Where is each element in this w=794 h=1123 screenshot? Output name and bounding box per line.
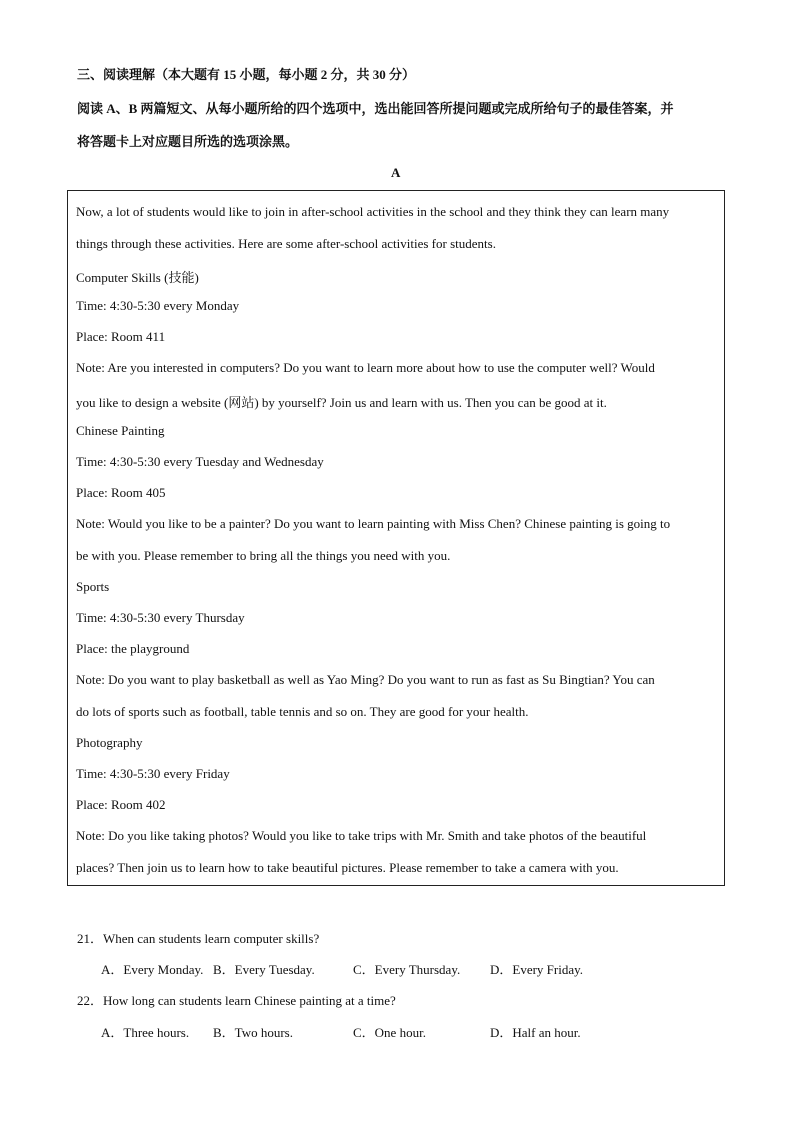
option-a[interactable]: A．Three hours. bbox=[101, 1025, 190, 1040]
passage-line: Place: Room 405 bbox=[76, 485, 166, 500]
option-d[interactable]: D．Half an hour. bbox=[490, 1025, 581, 1040]
question-stem: 21．When can students learn computer skills? bbox=[77, 931, 320, 946]
instruction-line-2: 将答题卡上对应题目所选的选项涂黑。 bbox=[77, 134, 299, 149]
passage-line: be with you. Please remember to bring all the things you need with you. bbox=[76, 548, 451, 563]
passage-line: Time: 4:30-5:30 every Monday bbox=[76, 298, 240, 313]
passage-line: Time: 4:30-5:30 every Tuesday and Wednesday bbox=[76, 454, 324, 469]
passage-line: places? Then join us to learn how to take beautiful pictures. Please remember to take a camera with you. bbox=[76, 860, 619, 875]
option-b[interactable]: B．Every Tuesday. bbox=[213, 962, 315, 977]
passage-line: Note: Do you like taking photos? Would you like to take trips with Mr. Smith and take photos of the beautiful bbox=[76, 828, 647, 843]
passage-line: things through these activities. Here are some after-school activities for students. bbox=[76, 236, 496, 251]
option-c[interactable]: C．Every Thursday. bbox=[353, 962, 461, 977]
passage-line: Note: Are you interested in computers? Do you want to learn more about how to use the computer well? Would bbox=[76, 360, 655, 375]
passage-line: Place: Room 411 bbox=[76, 329, 166, 344]
passage-line: Time: 4:30-5:30 every Thursday bbox=[76, 610, 245, 625]
passage-line: Now, a lot of students would like to join in after-school activities in the school and they think they can learn many bbox=[76, 204, 670, 219]
instruction-line-1: 阅读 A、B 两篇短文、从每小题所给的四个选项中，选出能回答所提问题或完成所给句子的最佳答案，并 bbox=[77, 101, 674, 116]
passage-line: Note: Would you like to be a painter? Do you want to learn painting with Miss Chen? Chinese painting is going to bbox=[76, 516, 671, 531]
option-d[interactable]: D．Every Friday. bbox=[490, 962, 584, 977]
passage-line: Place: the playground bbox=[76, 641, 190, 656]
passage-box bbox=[67, 190, 725, 886]
passage-line: you like to design a website (网站) by yourself? Join us and learn with us. Then you can be good at it. bbox=[76, 395, 607, 410]
activity-title-computer: Computer Skills (技能) bbox=[76, 270, 199, 285]
passage-line: Time: 4:30-5:30 every Friday bbox=[76, 766, 230, 781]
activity-title-photography: Photography bbox=[76, 735, 143, 750]
activity-title-sports: Sports bbox=[76, 579, 110, 594]
option-a[interactable]: A．Every Monday. bbox=[101, 962, 204, 977]
passage-line: do lots of sports such as football, table tennis and so on. They are good for your health. bbox=[76, 704, 529, 719]
passage-line: Place: Room 402 bbox=[76, 797, 166, 812]
question-stem: 22．How long can students learn Chinese painting at a time? bbox=[77, 993, 396, 1008]
section-heading: 三、阅读理解（本大题有 15 小题，每小题 2 分，共 30 分） bbox=[77, 67, 416, 82]
passage-label: A bbox=[391, 165, 401, 180]
option-c[interactable]: C．One hour. bbox=[353, 1025, 426, 1040]
passage-line: Note: Do you want to play basketball as well as Yao Ming? Do you want to run as fast as Su Bingtian? You can bbox=[76, 672, 655, 687]
activity-title-painting: Chinese Painting bbox=[76, 423, 165, 438]
option-b[interactable]: B．Two hours. bbox=[213, 1025, 293, 1040]
